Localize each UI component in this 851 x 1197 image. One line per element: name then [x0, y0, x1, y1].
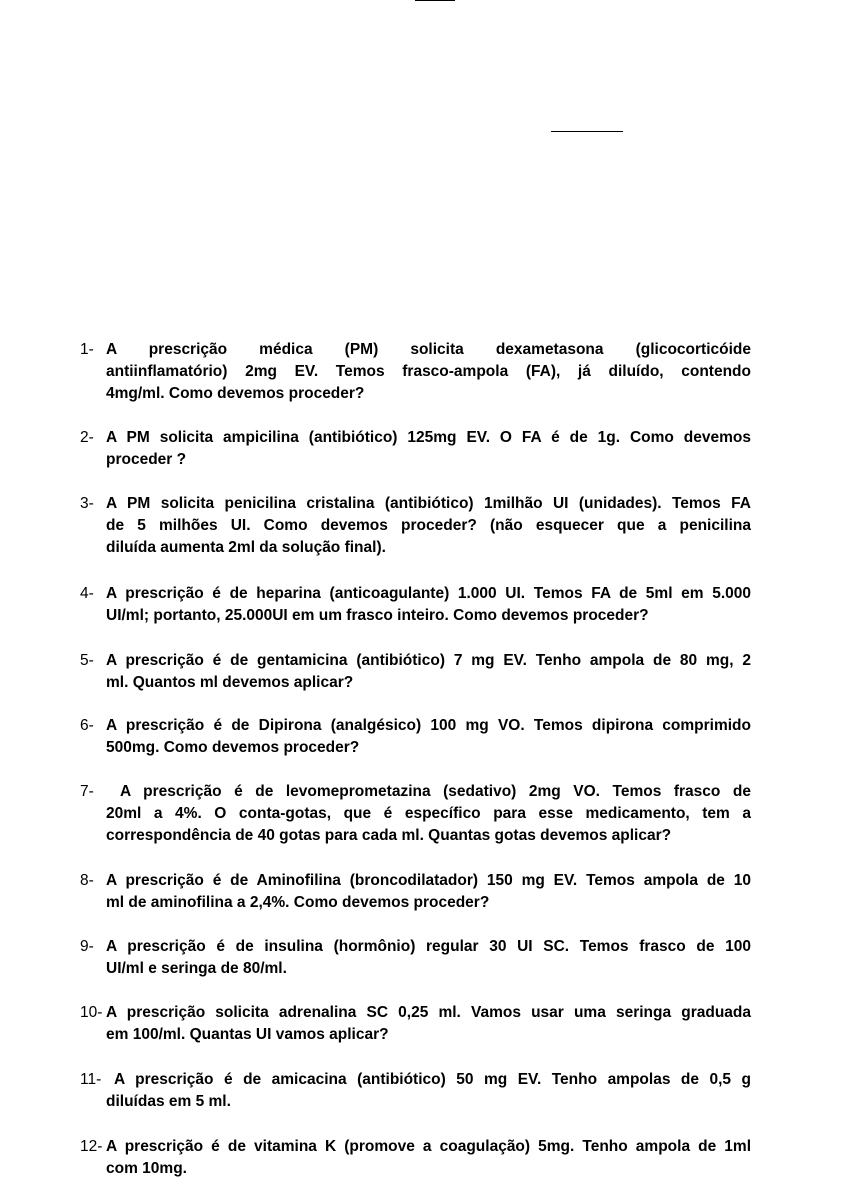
header-rule-underline [551, 131, 623, 132]
question-line: ml de aminofilina a 2,4%. Como devemos proceder? [106, 894, 490, 911]
question-number: 2- [80, 429, 94, 446]
question-line: A prescrição médica (PM) solicita dexametasona (glicocorticóide [106, 341, 751, 358]
question-line: diluída aumenta 2ml da solução final). [106, 539, 386, 556]
question-item [80, 583, 751, 627]
question-number: 9- [80, 938, 94, 955]
question-line: A prescrição é de amicacina (antibiótico) 50 mg EV. Tenho ampolas de 0,5 g [114, 1071, 751, 1088]
question-line: A prescrição solicita adrenalina SC 0,25 ml. Vamos usar uma seringa graduada [106, 1004, 751, 1021]
question-item [80, 1069, 751, 1113]
question-number: 3- [80, 495, 94, 512]
question-item [80, 1002, 751, 1046]
question-line: A prescrição é de vitamina K (promove a coagulação) 5mg. Tenho ampola de 1ml [106, 1138, 751, 1155]
question-line: A prescrição é de Dipirona (analgésico) 100 mg VO. Temos dipirona comprimido [106, 717, 751, 734]
question-number: 5- [80, 652, 94, 669]
question-number: 7- [80, 783, 94, 800]
question-number: 1- [80, 341, 94, 358]
question-item [80, 1136, 751, 1180]
question-line: UI/ml e seringa de 80/ml. [106, 960, 287, 977]
question-line: de 5 milhões UI. Como devemos proceder? (não esquecer que a penicilina [106, 517, 751, 534]
question-number: 6- [80, 717, 94, 734]
question-number: 11- [80, 1071, 102, 1088]
question-line: A prescrição é de gentamicina (antibiótico) 7 mg EV. Tenho ampola de 80 mg, 2 [106, 652, 751, 669]
question-number: 4- [80, 585, 94, 602]
question-item [80, 650, 751, 694]
question-line: 500mg. Como devemos proceder? [106, 739, 360, 756]
question-line: A prescrição é de insulina (hormônio) regular 30 UI SC. Temos frasco de 100 [106, 938, 751, 955]
question-number: 10- [80, 1004, 103, 1021]
question-item [80, 870, 751, 914]
question-line: A PM solicita penicilina cristalina (antibiótico) 1milhão UI (unidades). Temos FA [106, 495, 751, 512]
question-line: A prescrição é de heparina (anticoagulante) 1.000 UI. Temos FA de 5ml em 5.000 [106, 585, 751, 602]
question-line: ml. Quantos ml devemos aplicar? [106, 674, 354, 691]
question-line: com 10mg. [106, 1160, 187, 1177]
question-line: 20ml a 4%. O conta-gotas, que é específico para esse medicamento, tem a [106, 805, 751, 822]
header-rule-top [415, 0, 455, 1]
question-line: A prescrição é de levomeprometazina (sedativo) 2mg VO. Temos frasco de [120, 783, 751, 800]
question-item [80, 339, 751, 405]
question-item [80, 427, 751, 471]
question-item [80, 493, 751, 559]
question-item [80, 936, 751, 980]
question-item [80, 715, 751, 759]
question-item [80, 781, 751, 847]
question-line: proceder ? [106, 451, 187, 468]
question-line: UI/ml; portanto, 25.000UI em um frasco inteiro. Como devemos proceder? [106, 607, 649, 624]
question-line: correspondência de 40 gotas para cada ml. Quantas gotas devemos aplicar? [106, 827, 672, 844]
question-line: diluídas em 5 ml. [106, 1093, 231, 1110]
question-line: em 100/ml. Quantas UI vamos aplicar? [106, 1026, 389, 1043]
question-line: 4mg/ml. Como devemos proceder? [106, 385, 365, 402]
question-line: antiinflamatório) 2mg EV. Temos frasco-ampola (FA), já diluído, contendo [106, 363, 751, 380]
question-line: A PM solicita ampicilina (antibiótico) 125mg EV. O FA é de 1g. Como devemos [106, 429, 751, 446]
question-line: A prescrição é de Aminofilina (broncodilatador) 150 mg EV. Temos ampola de 10 [106, 872, 751, 889]
question-number: 12- [80, 1138, 103, 1155]
question-number: 8- [80, 872, 94, 889]
